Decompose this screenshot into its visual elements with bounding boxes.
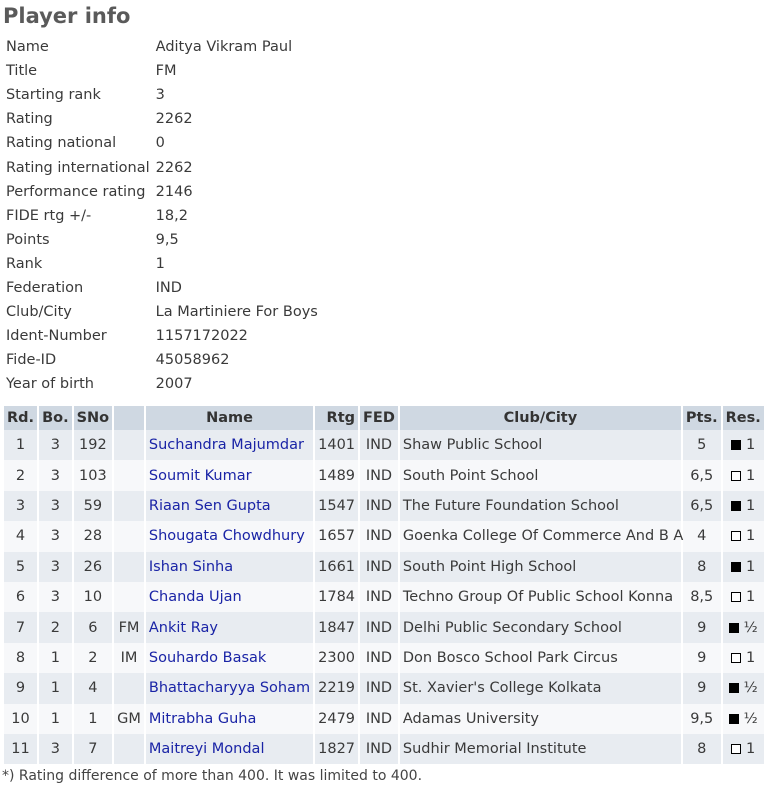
result-cell (723, 521, 764, 551)
info-value: 45058962 (155, 352, 230, 369)
title-cell (114, 673, 144, 703)
rating-cell: 2479 (315, 704, 358, 734)
board-cell: 3 (39, 734, 72, 764)
board-cell: 3 (39, 460, 72, 490)
title-cell: GM (114, 704, 144, 734)
black-square-icon (729, 714, 739, 724)
federation-cell: IND (360, 734, 398, 764)
info-value: 0 (155, 135, 165, 152)
info-row (3, 300, 321, 324)
game-row (4, 612, 764, 642)
board-cell: 2 (39, 612, 72, 642)
result-value: 1 (746, 437, 756, 454)
rating-cell: 1401 (315, 430, 358, 460)
sno-cell: 192 (74, 430, 113, 460)
board-cell: 3 (39, 582, 72, 612)
title-cell (114, 460, 144, 490)
info-label: Rating (6, 111, 53, 128)
result-cell (723, 734, 764, 764)
federation-cell: IND (360, 673, 398, 703)
board-cell: 3 (39, 491, 72, 521)
info-row (3, 180, 321, 204)
info-row (3, 83, 321, 107)
opponent-link[interactable]: Ankit Ray (148, 619, 218, 636)
round-cell: 8 (4, 643, 37, 673)
info-label: Name (6, 39, 49, 56)
game-row (4, 582, 764, 612)
title-cell (114, 521, 144, 551)
federation-cell: IND (360, 552, 398, 582)
white-square-icon (731, 744, 741, 754)
col-round[interactable]: Rd. (4, 406, 37, 430)
info-label: Fide-ID (6, 352, 57, 369)
sno-cell: 103 (74, 460, 113, 490)
opponent-link[interactable]: Mitrabha Guha (148, 710, 257, 727)
opponent-name (146, 430, 313, 460)
game-row (4, 643, 764, 673)
title-cell (114, 491, 144, 521)
info-row (3, 372, 321, 396)
opponent-link[interactable]: Souhardo Basak (148, 649, 267, 666)
opponent-name (146, 673, 313, 703)
black-square-icon (729, 683, 739, 693)
info-label: Rating national (6, 135, 117, 152)
result-cell (723, 491, 764, 521)
federation-cell: IND (360, 643, 398, 673)
col-title (114, 406, 144, 430)
info-value: 3 (155, 87, 165, 104)
col-result[interactable]: Res. (723, 406, 764, 430)
result-value: ½ (743, 619, 758, 636)
round-cell: 6 (4, 582, 37, 612)
round-cell: 4 (4, 521, 37, 551)
opponent-name (146, 460, 313, 490)
board-cell: 3 (39, 521, 72, 551)
points-cell: 8 (683, 552, 721, 582)
info-row (3, 204, 321, 228)
result-value: ½ (743, 710, 758, 727)
round-cell: 2 (4, 460, 37, 490)
opponent-name (146, 704, 313, 734)
result-cell (723, 582, 764, 612)
info-row (3, 35, 321, 59)
white-square-icon (731, 653, 741, 663)
title-cell (114, 582, 144, 612)
federation-cell: IND (360, 521, 398, 551)
col-name[interactable]: Name (146, 406, 313, 430)
info-label: Points (6, 231, 50, 248)
result-value: 1 (746, 558, 756, 575)
club-cell: Techno Group Of Public School Konna (400, 582, 681, 612)
white-square-icon (731, 592, 741, 602)
result-cell (723, 460, 764, 490)
page-title: Player info (3, 4, 131, 28)
round-cell: 3 (4, 491, 37, 521)
player-info-table (3, 35, 321, 396)
opponent-name (146, 552, 313, 582)
result-value: ½ (743, 680, 758, 697)
info-value: 9,5 (155, 231, 179, 248)
col-federation[interactable]: FED (360, 406, 398, 430)
title-cell (114, 734, 144, 764)
club-cell: Sudhir Memorial Institute (400, 734, 681, 764)
title-cell: IM (114, 643, 144, 673)
game-row (4, 521, 764, 551)
result-cell (723, 612, 764, 642)
rating-cell: 2219 (315, 673, 358, 703)
round-cell: 10 (4, 704, 37, 734)
black-square-icon (731, 501, 741, 511)
opponent-name (146, 521, 313, 551)
opponent-link[interactable]: Soumit Kumar (148, 467, 252, 484)
info-row (3, 107, 321, 131)
rating-cell: 1489 (315, 460, 358, 490)
rating-cell: 2300 (315, 643, 358, 673)
opponent-name (146, 643, 313, 673)
club-cell: South Point School (400, 460, 681, 490)
info-value: 2262 (155, 159, 193, 176)
sno-cell: 2 (74, 643, 113, 673)
round-cell: 7 (4, 612, 37, 642)
sno-cell: 4 (74, 673, 113, 703)
result-value: 1 (746, 528, 756, 545)
result-value: 1 (746, 497, 756, 514)
info-label: Ident-Number (6, 328, 107, 345)
federation-cell: IND (360, 460, 398, 490)
points-cell: 9 (683, 612, 721, 642)
opponent-link[interactable]: Shougata Chowdhury (148, 528, 305, 545)
federation-cell: IND (360, 491, 398, 521)
game-row (4, 430, 764, 460)
club-cell: Adamas University (400, 704, 681, 734)
points-cell: 8 (683, 734, 721, 764)
points-cell: 4 (683, 521, 721, 551)
opponent-link[interactable]: Bhattacharyya Soham (148, 680, 311, 697)
points-cell: 6,5 (683, 460, 721, 490)
info-value: 1 (155, 255, 165, 272)
federation-cell: IND (360, 430, 398, 460)
game-row (4, 491, 764, 521)
col-sno[interactable]: SNo (74, 406, 113, 430)
round-cell: 1 (4, 430, 37, 460)
info-label: Performance rating (6, 183, 146, 200)
opponent-name (146, 491, 313, 521)
board-cell: 3 (39, 430, 72, 460)
sno-cell: 28 (74, 521, 113, 551)
title-cell (114, 552, 144, 582)
club-cell: Goenka College Of Commerce And B A (400, 521, 681, 551)
result-cell (723, 643, 764, 673)
games-header-row (4, 406, 764, 430)
info-row (3, 252, 321, 276)
info-row (3, 155, 321, 179)
sno-cell: 1 (74, 704, 113, 734)
sno-cell: 10 (74, 582, 113, 612)
federation-cell: IND (360, 582, 398, 612)
result-value: 1 (746, 741, 756, 758)
opponent-name (146, 612, 313, 642)
title-cell (114, 430, 144, 460)
board-cell: 1 (39, 673, 72, 703)
opponent-link[interactable]: Riaan Sen Gupta (148, 497, 271, 514)
points-cell: 9 (683, 673, 721, 703)
white-square-icon (731, 471, 741, 481)
opponent-link[interactable]: Chanda Ujan (148, 589, 242, 606)
result-cell (723, 430, 764, 460)
info-label: Title (6, 63, 38, 80)
federation-cell: IND (360, 704, 398, 734)
info-row (3, 59, 321, 83)
rating-cell: 1827 (315, 734, 358, 764)
game-row (4, 460, 764, 490)
info-value: 2146 (155, 183, 193, 200)
info-row (3, 324, 321, 348)
black-square-icon (731, 440, 741, 450)
info-label: Federation (6, 279, 84, 296)
info-label: Rank (6, 255, 43, 272)
sno-cell: 6 (74, 612, 113, 642)
game-row (4, 734, 764, 764)
sno-cell: 26 (74, 552, 113, 582)
title-cell: FM (114, 612, 144, 642)
info-label: Club/City (6, 304, 72, 321)
info-value: 1157172022 (155, 328, 248, 345)
club-cell: The Future Foundation School (400, 491, 681, 521)
games-table (2, 406, 766, 764)
club-cell: South Point High School (400, 552, 681, 582)
result-cell (723, 704, 764, 734)
black-square-icon (729, 623, 739, 633)
opponent-link[interactable]: Maitreyi Mondal (148, 741, 265, 758)
white-square-icon (731, 531, 741, 541)
board-cell: 1 (39, 643, 72, 673)
game-row (4, 673, 764, 703)
sno-cell: 59 (74, 491, 113, 521)
col-points[interactable]: Pts. (683, 406, 721, 430)
points-cell: 9,5 (683, 704, 721, 734)
points-cell: 5 (683, 430, 721, 460)
opponent-link[interactable]: Ishan Sinha (148, 558, 234, 575)
info-value: FM (155, 63, 177, 80)
rating-cell: 1847 (315, 612, 358, 642)
info-row (3, 228, 321, 252)
info-value: Aditya Vikram Paul (155, 39, 293, 56)
col-rating[interactable]: Rtg (315, 406, 358, 430)
result-cell (723, 673, 764, 703)
info-label: Rating international (6, 159, 150, 176)
info-value: 2262 (155, 111, 193, 128)
result-value: 1 (746, 649, 756, 666)
info-value: 18,2 (155, 207, 188, 224)
result-value: 1 (746, 467, 756, 484)
round-cell: 11 (4, 734, 37, 764)
points-cell: 8,5 (683, 582, 721, 612)
info-value: 2007 (155, 376, 193, 393)
game-row (4, 552, 764, 582)
round-cell: 5 (4, 552, 37, 582)
rating-cell: 1547 (315, 491, 358, 521)
sno-cell: 7 (74, 734, 113, 764)
result-cell (723, 552, 764, 582)
club-cell: St. Xavier's College Kolkata (400, 673, 681, 703)
board-cell: 3 (39, 552, 72, 582)
points-cell: 9 (683, 643, 721, 673)
opponent-name (146, 734, 313, 764)
info-label: Starting rank (6, 87, 101, 104)
footnote: *) Rating difference of more than 400. It was limited to 400. (2, 768, 423, 784)
col-board[interactable]: Bo. (39, 406, 72, 430)
federation-cell: IND (360, 612, 398, 642)
rating-cell: 1784 (315, 582, 358, 612)
club-cell: Shaw Public School (400, 430, 681, 460)
black-square-icon (731, 562, 741, 572)
rating-cell: 1661 (315, 552, 358, 582)
club-cell: Delhi Public Secondary School (400, 612, 681, 642)
opponent-link[interactable]: Suchandra Majumdar (148, 437, 304, 454)
info-label: FIDE rtg +/- (6, 207, 92, 224)
info-row (3, 276, 321, 300)
col-club[interactable]: Club/City (400, 406, 681, 430)
info-row (3, 348, 321, 372)
board-cell: 1 (39, 704, 72, 734)
info-value: IND (155, 279, 182, 296)
round-cell: 9 (4, 673, 37, 703)
info-value: La Martiniere For Boys (155, 304, 318, 321)
game-row (4, 704, 764, 734)
result-value: 1 (746, 589, 756, 606)
info-label: Year of birth (6, 376, 94, 393)
info-row (3, 131, 321, 155)
points-cell: 6,5 (683, 491, 721, 521)
opponent-name (146, 582, 313, 612)
rating-cell: 1657 (315, 521, 358, 551)
club-cell: Don Bosco School Park Circus (400, 643, 681, 673)
